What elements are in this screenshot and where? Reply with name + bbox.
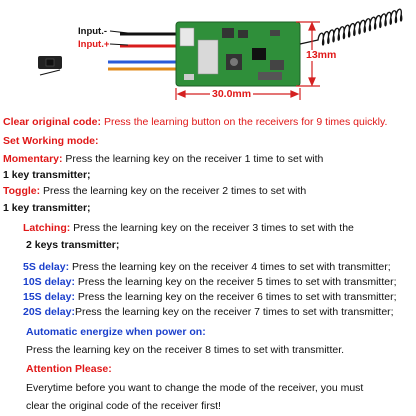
clear-code-line	[3, 117, 387, 128]
delay-5s-line	[23, 262, 391, 273]
toggle-continuation: 1 key transmitter;	[3, 202, 91, 214]
momentary-continuation: 1 key transmitter;	[3, 169, 91, 181]
delay-10s-title: 10S delay:	[23, 276, 75, 288]
delay-15s-title: 15S delay:	[23, 291, 75, 303]
momentary-text: Press the learning key on the receiver 1 time to set with	[62, 153, 324, 165]
label-input-positive: Input.+	[78, 39, 110, 50]
latching-line	[23, 223, 354, 234]
pcb-board	[176, 22, 300, 86]
delay-10s-line	[23, 277, 397, 288]
latching-title: Latching:	[23, 222, 71, 234]
antenna-coil	[300, 9, 402, 45]
receiver-diagram	[0, 0, 416, 110]
dimension-height-label: 13mm	[306, 49, 337, 61]
clear-code-text: Press the learning button on the receivers for 9 times quickly.	[101, 116, 388, 128]
delay-15s-text: Press the learning key on the receiver 6 times to set with transmitter;	[74, 291, 397, 303]
label-input-negative: Input.-	[78, 26, 108, 37]
clear-code-title: Clear original code:	[3, 116, 102, 128]
delay-5s-title: 5S delay:	[23, 261, 70, 273]
delay-5s-text: Press the learning key on the receiver 4 times to set with transmitter;	[69, 261, 391, 273]
attention-text-line2: clear the original code of the receiver first!	[26, 400, 221, 412]
set-mode-heading: Set Working mode:	[3, 135, 99, 147]
push-button-icon	[38, 56, 62, 75]
toggle-text: Press the learning key on the receiver 2 times to set with	[40, 185, 307, 197]
latching-text: Press the learning key on the receiver 3 times to set with the	[70, 222, 354, 234]
dimension-width-label: 30.0mm	[212, 88, 252, 100]
auto-energize-text: Press the learning key on the receiver 8 times to set with transmitter.	[26, 344, 345, 356]
momentary-title: Momentary:	[3, 153, 63, 165]
auto-energize-heading: Automatic energize when power on:	[26, 326, 206, 338]
arrow-input-pos	[110, 44, 128, 45]
delay-15s-line	[23, 292, 397, 303]
latching-continuation: 2 keys transmitter;	[26, 239, 120, 251]
delay-20s-line	[23, 307, 394, 318]
delay-20s-title: 20S delay:	[23, 306, 75, 318]
arrow-input-neg	[110, 31, 128, 33]
attention-text-line1: Everytime before you want to change the mode of the receiver, you must	[26, 382, 364, 394]
toggle-title: Toggle:	[3, 185, 41, 197]
delay-10s-text: Press the learning key on the receiver 5 times to set with transmitter;	[74, 276, 397, 288]
momentary-line	[3, 154, 323, 165]
toggle-line	[3, 186, 306, 197]
delay-20s-text: Press the learning key on the receiver 7 times to set with transmitter;	[74, 306, 394, 318]
attention-heading: Attention Please:	[26, 363, 112, 375]
